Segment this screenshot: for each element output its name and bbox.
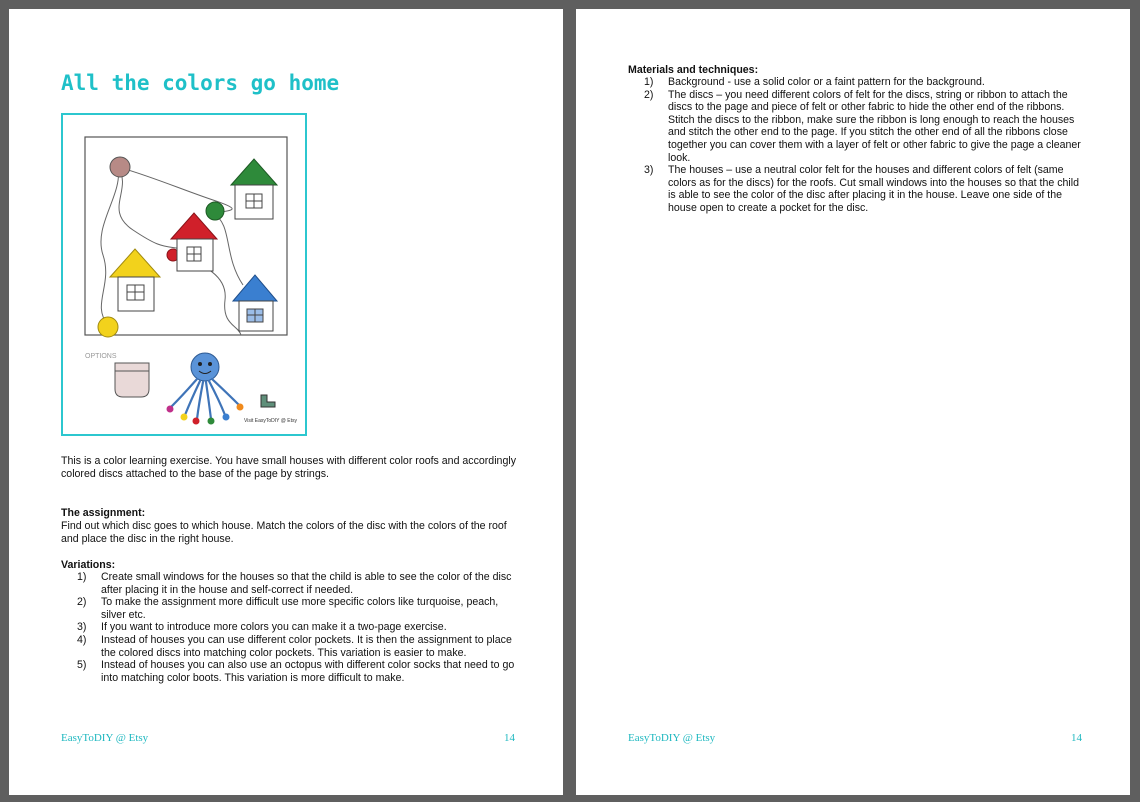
assignment-heading: The assignment: — [61, 507, 146, 519]
page-number: 14 — [1071, 732, 1082, 744]
houses-illustration — [63, 115, 309, 438]
options-label: OPTIONS — [85, 353, 117, 360]
list-item: 1) Create small windows for the houses so that the child is able to see the color of the disc after placing it in the house and self-correct if needed. — [77, 571, 512, 596]
disc-green — [206, 202, 224, 220]
disc-yellow — [98, 317, 118, 337]
materials-heading: Materials and techniques: — [628, 64, 759, 76]
page-title: All the colors go home — [61, 71, 340, 95]
list-item: 3) If you want to introduce more colors you can make it a two-page exercise. — [77, 621, 447, 634]
footer-left-text: EasyToDIY @ Etsy — [628, 732, 716, 744]
page-right — [576, 9, 1130, 795]
intro-paragraph: This is a color learning exercise. You have small houses with different color roofs and accordingly colored discs attached to the base of the page by strings. — [61, 455, 516, 480]
list-item: 1) Background - use a solid color or a faint pattern for the background. — [644, 76, 985, 88]
footer-left-text: EasyToDIY @ Etsy — [61, 732, 149, 744]
list-item: 4) Instead of houses you can use different color pockets. It is then the assignment to place the colored discs into matching color pockets. This variation is easier to make. — [77, 633, 512, 659]
list-item: 2) To make the assignment more difficult use more specific colors like turquoise, peach, silver etc. — [77, 596, 499, 621]
illustration-figure — [61, 113, 307, 436]
variations-heading: Variations: — [61, 559, 116, 571]
figure-credit: Visit EasyToDIY @ Etsy — [244, 418, 297, 424]
assignment-body: Find out which disc goes to which house. Match the colors of the disc with the colors of the roof and place the disc in the right house. — [61, 520, 507, 545]
disc-mauve — [110, 157, 130, 177]
octopus — [167, 353, 244, 425]
house-red — [171, 213, 217, 271]
pocket — [115, 363, 149, 397]
boot — [261, 395, 275, 407]
variations-list — [77, 571, 517, 684]
page-number: 14 — [504, 732, 515, 744]
house-blue — [233, 275, 277, 331]
house-green — [231, 159, 277, 219]
materials-list — [644, 76, 1086, 215]
list-item: 5) Instead of houses you can also use an octopus with different color socks that need to go into matching color boots. This variation is more difficult to make. — [77, 659, 515, 684]
list-item: 2) The discs – you need different colors of felt for the discs, string or ribbon to attach the discs to the page and piece of felt or other fabric to hide the other end of the ribbons. Stitch the discs to the ribbon, make sure the ribbon is long enough to reach the houses and stitch the other end to the page. If you stitch the other end of all the ribbons close together you can cover them with a layer of felt or other fabric to give the page a cleaner look. — [644, 88, 1081, 164]
list-item: 3) The houses – use a neutral color felt for the houses and different colors of felt (same colors as for the discs) for the roofs. Cut small windows into the houses so that the child is able to see the color of the disc after placing it in the house. Leave one side of the house open to create a pocket for the disc. — [644, 164, 1079, 214]
page-left — [9, 9, 563, 795]
house-yellow — [110, 249, 160, 311]
